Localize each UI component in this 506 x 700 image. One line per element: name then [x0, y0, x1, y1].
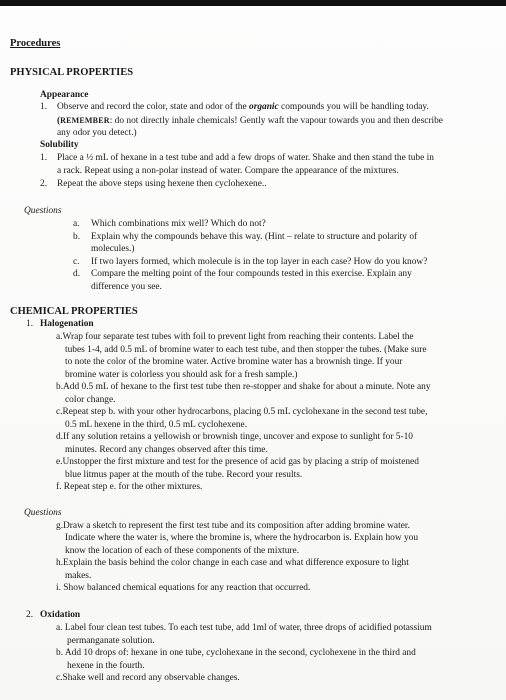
- halogenation-number: 1.: [26, 319, 34, 329]
- oxidation-b-line-1: b. Add 10 drops of: hexane in one tube, cyclohexane in the second, cyclohexene in the third and: [56, 648, 416, 658]
- procedures-heading: Procedures: [10, 38, 61, 49]
- halogenation-e-line-1: e.Unstopper the first mixture and test for the presence of acid gas by placing a strip of moistened: [56, 457, 419, 467]
- appearance-item-1-line-3: any odor you detect.): [57, 128, 137, 138]
- appearance-item-1-line-2: (REMEMBER: do not directly inhale chemicals! Gently waft the vapour towards you and then describe: [57, 116, 443, 126]
- question-g-line-3: know the location of each of these components of the mixture.: [65, 546, 300, 556]
- halogenation-a-line-4: bromine water is colorless you should ask for a fresh sample.): [65, 370, 298, 380]
- solubility-item-2-number: 2.: [40, 179, 48, 189]
- halogenation-c-line-1: c.Repeat step b. with your other hydrocarbons, placing 0.5 mL cyclohexane in the second test tube,: [56, 407, 428, 417]
- halogenation-b-line-2: color change.: [65, 395, 116, 405]
- question-c-marker: c.: [73, 257, 80, 267]
- physical-questions-label: Questions: [24, 206, 62, 216]
- oxidation-a-line-1: a. Label four clean test tubes. To each test tube, add 1ml of water, three drops of acidified potassium: [56, 623, 432, 633]
- halogenation-heading: Halogenation: [40, 319, 94, 329]
- solubility-item-1-line-1: Place a ½ mL of hexane in a test tube and add a few drops of water. Shake and then stand the tube in: [57, 153, 434, 163]
- halogenation-a-line-3: to note the color of the bromine water. Active bromine water has a brownish tinge. If your: [65, 357, 403, 367]
- question-h-line-2: makes.: [65, 571, 92, 581]
- question-h-line-1: h.Explain the basis behind the color change in each case and what difference exposure to light: [56, 558, 409, 568]
- question-b-line-2: molecules.): [91, 244, 135, 254]
- oxidation-heading: Oxidation: [40, 610, 81, 620]
- halogenation-d-line-1: d.If any solution retains a yellowish or brownish tinge, uncover and expose to sunlight for 5-10: [56, 432, 413, 442]
- question-a-line-1: Which combinations mix well? Which do not?: [91, 219, 266, 229]
- solubility-item-1-number: 1.: [40, 153, 48, 163]
- halogenation-b-line-1: b.Add 0.5 mL of hexane to the first test tube then re-stopper and shake for about a minute. Note any: [56, 382, 431, 392]
- question-d-line-2: difference you see.: [91, 282, 162, 292]
- solubility-item-1-line-2: a rack. Repeat using a non-polar instead of water. Compare the appearance of the mixtures.: [57, 166, 399, 176]
- oxidation-a-line-2: permanganate solution.: [67, 636, 155, 646]
- halogenation-f-line-1: f. Repeat step e. for the other mixtures.: [56, 482, 203, 492]
- halogenation-e-line-2: blue litmus paper at the mouth of the tube. Record your results.: [65, 470, 303, 480]
- oxidation-c-line-1: c.Shake well and record any observable changes.: [56, 673, 240, 683]
- question-b-marker: b.: [73, 232, 81, 242]
- halogenation-c-line-2: 0.5 mL hexene in the third, 0.5 mL cyclohexene.: [65, 420, 248, 430]
- question-c-line-1: If two layers formed, which molecule is in the top layer in each case? How do you know?: [91, 257, 428, 267]
- appearance-item-1-number: 1.: [40, 102, 48, 112]
- solubility-item-2-line-1: Repeat the above steps using hexene then cyclohexene..: [57, 179, 267, 189]
- halogenation-d-line-2: minutes. Record any changes observed after this time.: [65, 445, 268, 455]
- top-dark-strip: [0, 0, 506, 6]
- solubility-heading: Solubility: [40, 140, 79, 150]
- question-b-line-1: Explain why the compounds behave this way. (Hint – relate to structure and polarity of: [91, 232, 418, 242]
- question-g-line-2: Indicate where the water is, where the bromine is, where the hydrocarbon is. Explain how you: [65, 533, 419, 543]
- chemical-questions-label: Questions: [24, 508, 62, 518]
- halogenation-a-line-1: a.Wrap four separate test tubes with foil to prevent light from reaching their contents. Label the: [56, 332, 414, 342]
- oxidation-b-line-2: hexene in the fourth.: [67, 661, 145, 671]
- oxidation-number: 2.: [26, 610, 34, 620]
- physical-properties-heading: PHYSICAL PROPERTIES: [10, 67, 134, 78]
- question-a-marker: a.: [73, 219, 80, 229]
- halogenation-a-line-2: tubes 1-4, add 0.5 mL of bromine water to each test tube, and then stopper the tubes. (Make sure: [65, 345, 427, 355]
- question-i-line-1: i. Show balanced chemical equations for any reaction that occurred.: [56, 583, 311, 593]
- question-d-line-1: Compare the melting point of the four compounds tested in this exercise. Explain any: [91, 269, 412, 279]
- appearance-heading: Appearance: [40, 90, 89, 100]
- question-g-line-1: g.Draw a sketch to represent the first test tube and its composition after adding bromine water.: [56, 521, 410, 531]
- chemical-properties-heading: CHEMICAL PROPERTIES: [10, 306, 138, 317]
- question-d-marker: d.: [73, 269, 81, 279]
- appearance-item-1-line-1: Observe and record the color, state and odor of the organic compounds you will be handling today.: [57, 102, 429, 112]
